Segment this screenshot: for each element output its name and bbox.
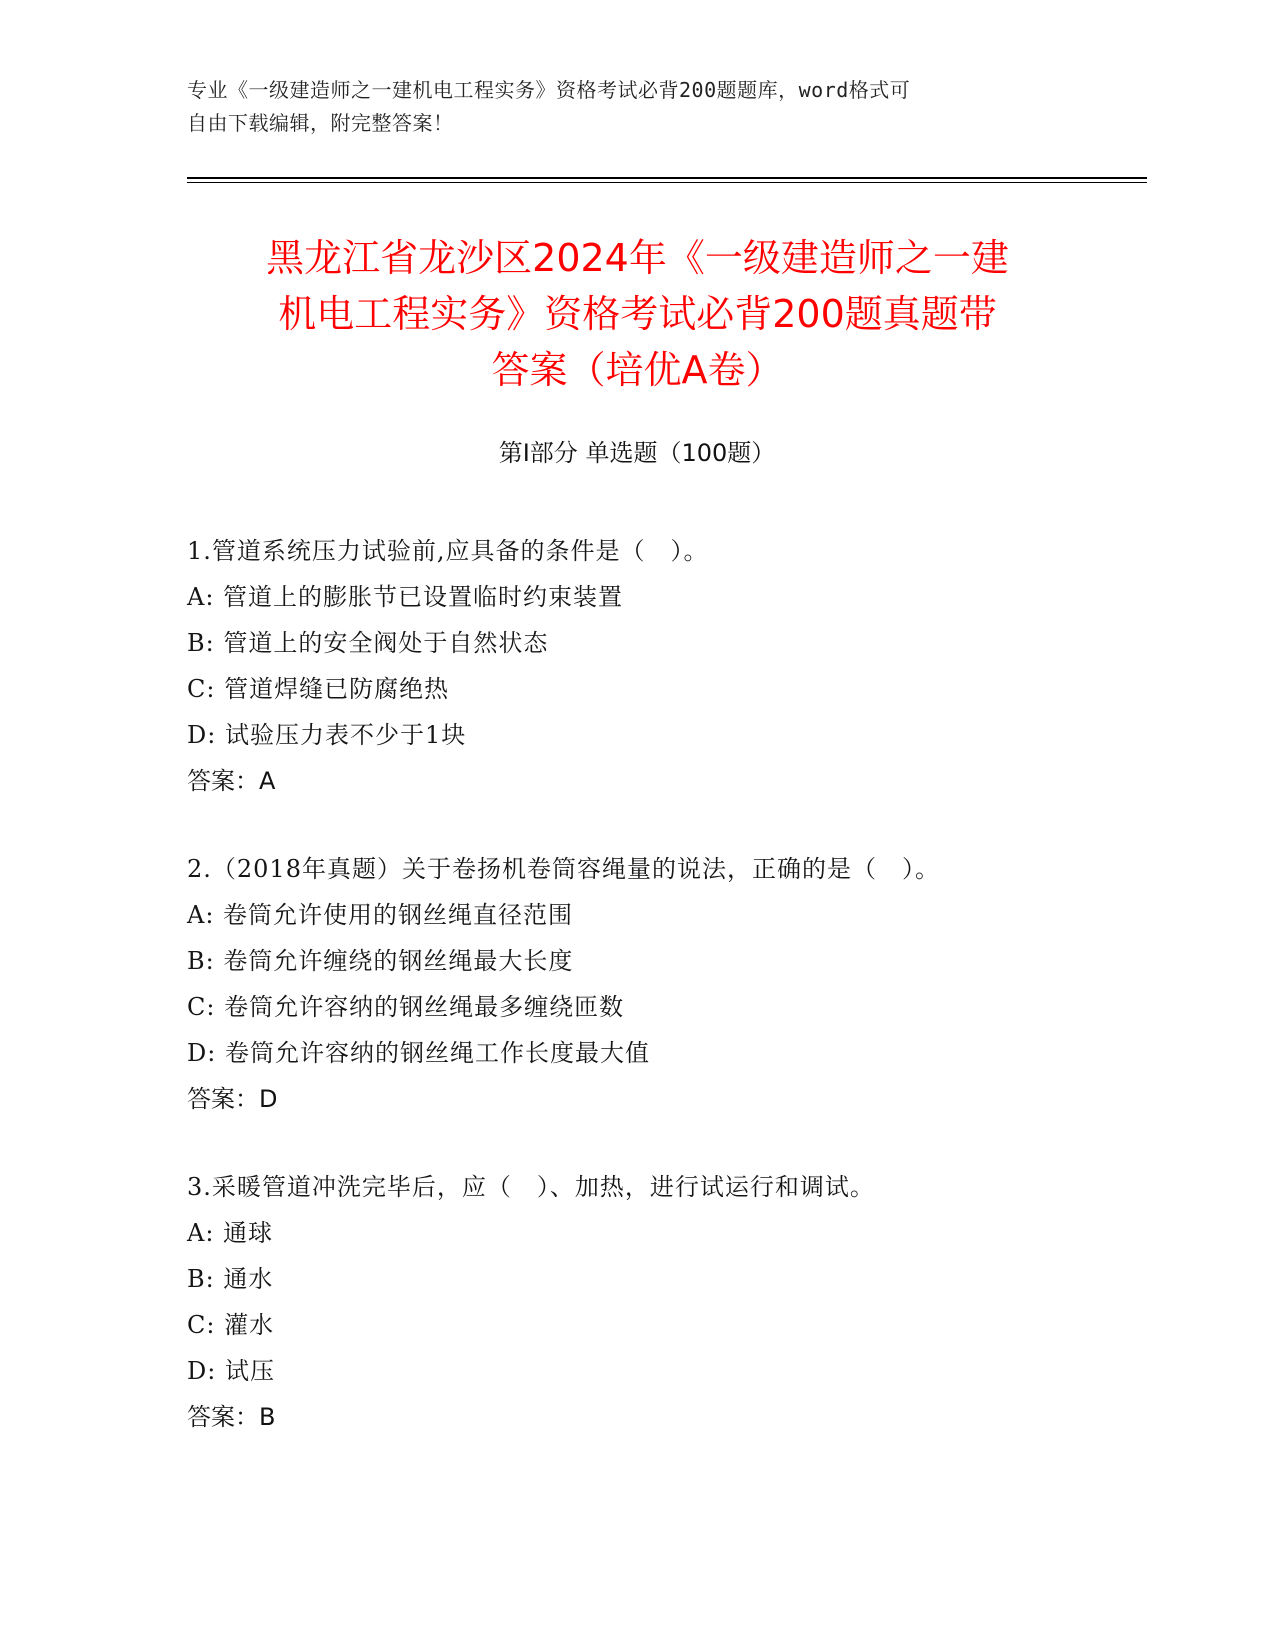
title-line-2: 机电工程实务》资格考试必背200题真题带	[278, 292, 997, 336]
question-3	[187, 1164, 1107, 1440]
question-stem: 3.采暖管道冲洗完毕后，应（ ）、加热，进行试运行和调试。	[187, 1173, 875, 1201]
option-b: B: 管道上的安全阀处于自然状态	[187, 629, 549, 657]
title-line-3: 答案（培优A卷）	[491, 348, 784, 392]
option-c: C: 灌水	[187, 1311, 275, 1339]
header-rule-thick	[187, 177, 1147, 179]
option-d: D: 卷筒允许容纳的钢丝绳工作长度最大值	[187, 1039, 650, 1067]
option-d: D: 试验压力表不少于1块	[187, 721, 467, 749]
section-title: 第Ⅰ部分 单选题（100题）	[498, 439, 776, 467]
option-d: D: 试压	[187, 1357, 275, 1385]
answer-line: 答案：B	[187, 1403, 276, 1431]
question-list	[187, 528, 1107, 1482]
answer-line: 答案：D	[187, 1085, 278, 1113]
header-rule-thin	[187, 182, 1147, 183]
option-c: C: 管道焊缝已防腐绝热	[187, 675, 450, 703]
option-b: B: 通水	[187, 1265, 274, 1293]
question-1	[187, 528, 1107, 804]
option-b: B: 卷筒允许缠绕的钢丝绳最大长度	[187, 947, 574, 975]
title-line-1: 黑龙江省龙沙区2024年《一级建造师之一建	[266, 236, 1009, 280]
header-note-line-2: 自由下载编辑，附完整答案！	[187, 111, 454, 135]
document-title	[180, 230, 1095, 398]
question-stem: 1.管道系统压力试验前,应具备的条件是（ ）。	[187, 537, 709, 565]
question-2	[187, 846, 1107, 1122]
answer-line: 答案：A	[187, 767, 276, 795]
header-note	[187, 74, 1087, 140]
header-note-line-1: 专业《一级建造师之一建机电工程实务》资格考试必背200题题库，word格式可	[187, 78, 911, 102]
option-c: C: 卷筒允许容纳的钢丝绳最多缠绕匝数	[187, 993, 625, 1021]
option-a: A: 通球	[187, 1219, 274, 1247]
question-stem: 2.（2018年真题）关于卷扬机卷筒容绳量的说法，正确的是（ ）。	[187, 855, 940, 883]
option-a: A: 管道上的膨胀节已设置临时约束装置	[187, 583, 624, 611]
option-a: A: 卷筒允许使用的钢丝绳直径范围	[187, 901, 574, 929]
